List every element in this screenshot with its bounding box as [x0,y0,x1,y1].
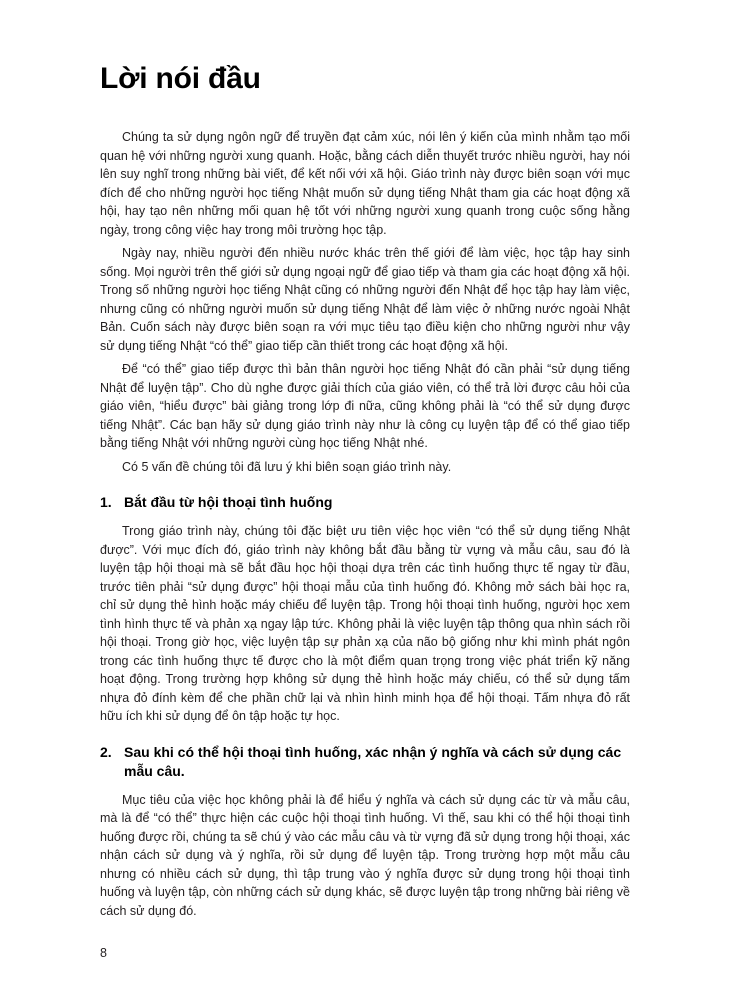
section-1-paragraph: Trong giáo trình này, chúng tôi đặc biệt ưu tiên việc học viên “có thể sử dụng tiếng Nhật được”. Với mục đích đó, giáo trình này không bắt đầu bằng từ vựng và mẫu câu, sau đó là luyện tập hội thoại mà sẽ bắt đầu học hội thoại dựa trên các tình huống thực tế ngay từ đầu, trước tiên phải “sử dụng được” hội thoại mẫu của tình huống đó. Không mở sách bài học ra, chỉ sử dụng thẻ hình hoặc máy chiếu để luyện tập. Trong hội thoại tình huống, người học xem tình hình thực tế và phản xạ ngay lập tức. Không phải là việc luyện tập thông qua nhìn sách rồi hội thoại. Trong giờ học, việc luyện tập sự phản xạ của não bộ giống như khi mình phát ngôn trong các tình huống thực tế được cho là một điểm quan trọng trong việc phát triển kỹ năng hoạt động. Trong trường hợp không sử dụng thẻ hình hoặc máy chiếu, có thể sử dụng tấm nhựa đỏ đính kèm để che phần chữ lại và nhìn hình minh họa để hội thoại. Tấm nhựa đỏ rất hữu ích khi sử dụng để ôn tập hoặc tự học. [100,524,630,723]
intro-paragraph-3: Để “có thể” giao tiếp được thì bản thân người học tiếng Nhật đó cần phải “sử dụng tiếng Nhật để luyện tập”. Cho dù nghe được giải thích của giáo viên, có thể trả lời được câu hỏi của giáo viên, “hiểu được” bài giảng trong lớp đi nữa, cũng không phải là “có thể sử dụng được tiếng Nhật”. Các bạn hãy sử dụng giáo trình này như là công cụ luyện tập để có thể giao tiếp bằng tiếng Nhật với những người cùng học tiếng Nhật nhé. [100,362,630,450]
intro-paragraph-2: Ngày nay, nhiều người đến nhiều nước khác trên thế giới để làm việc, học tập hay sinh sống. Mọi người trên thế giới sử dụng ngoại ngữ để giao tiếp và tham gia các hoạt động xã hội. Trong số những người học tiếng Nhật cũng có những người đến Nhật để học tập hay làm việc, nhưng cũng có những người muốn sử dụng tiếng Nhật để làm việc ở những nước ngoài Nhật Bản. Cuốn sách này được biên soạn ra với mục tiêu tạo điều kiện cho những người như vậy sử dụng tiếng Nhật “có thể” giao tiếp cần thiết trong các hoạt động xã hội. [100,246,630,353]
section-2-title: Sau khi có thể hội thoại tình huống, xác nhận ý nghĩa và cách sử dụng các mẫu câu. [124,743,622,779]
intro-paragraph-4: Có 5 vấn đề chúng tôi đã lưu ý khi biên soạn giáo trình này. [122,459,452,474]
section-2-paragraph: Mục tiêu của việc học không phải là để hiểu ý nghĩa và cách sử dụng các từ và mẫu câu, mà là để “có thể” thực hiện các cuộc hội thoại tình huống. Vì thế, sau khi có thể hội thoại tình huống được rồi, chúng ta sẽ chú ý vào các mẫu câu và từ vựng đã sử dụng trong hội thoại, xác nhận cách sử dụng và ý nghĩa, rồi sử dụng để luyện tập. Trong trường hợp một mẫu câu nhưng có nhiều cách sử dụng, thì tập trung vào ý nghĩa được sử dụng trong hội thoại tình huống và luyện tập, còn những cách sử dụng khác, sẽ được luyện tập trong những bài riêng về cách sử dụng đó. [100,792,630,918]
page-number: 8 [100,946,107,960]
intro-paragraph-1: Chúng ta sử dụng ngôn ngữ để truyền đạt cảm xúc, nói lên ý kiến của mình nhằm tạo mối quan hệ với những người xung quanh. Hoặc, bằng cách diễn thuyết trước nhiều người, hay nói lên suy nghĩ trong những bài viết, để kết nối với xã hội. Giáo trình này được biên soạn với mục đích để cho những người học tiếng Nhật muốn sử dụng tiếng Nhật tham gia các hoạt động xã hội, hay tạo nên những mối quan hệ tốt với những người xung quanh trong cuộc sống hằng ngày, trong công việc hay trong môi trường học tập. [100,130,630,237]
section-1-title: Bắt đầu từ hội thoại tình huống [124,494,333,510]
page-title: Lời nói đầu [100,62,261,95]
section-1-heading [100,493,630,512]
section-2-heading [100,743,630,781]
section-1-number: 1. [100,494,112,510]
section-2-number: 2. [100,743,112,760]
